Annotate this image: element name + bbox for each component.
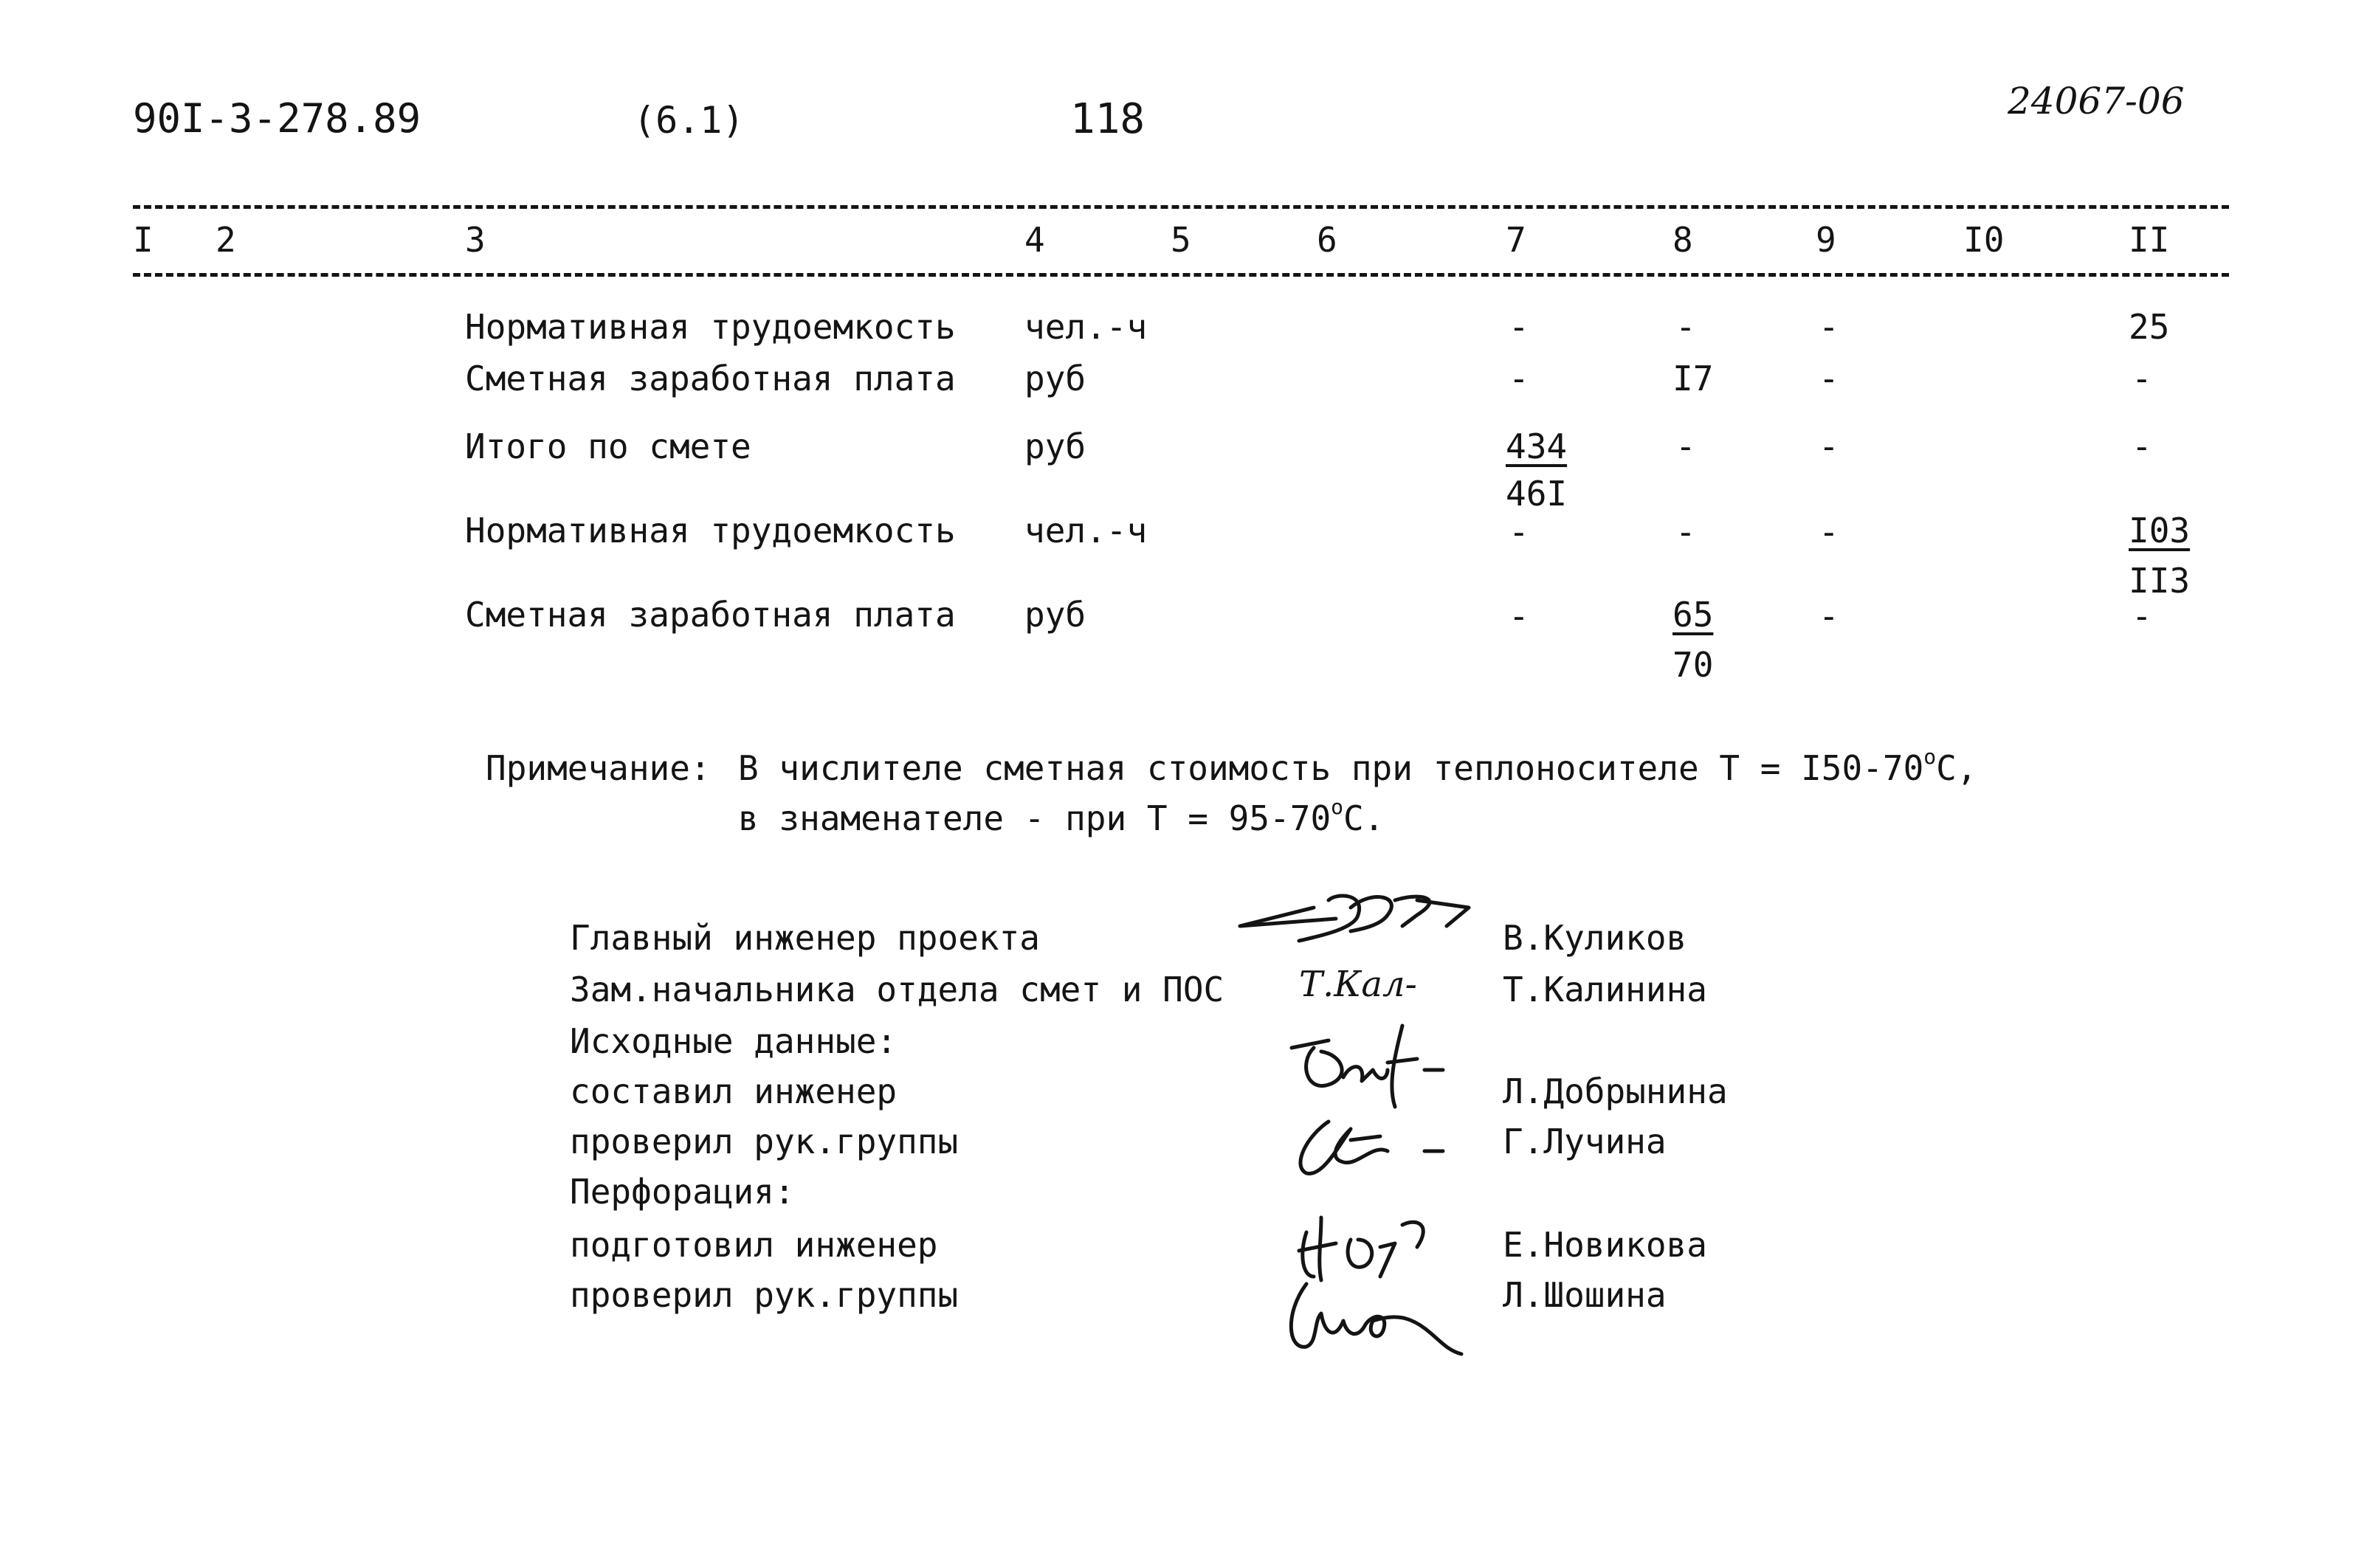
row-3-col7-denominator: 46I bbox=[1506, 474, 1568, 514]
checked-name: Г.Лучина bbox=[1503, 1122, 1667, 1161]
checked2-name: Л.Шошина bbox=[1503, 1275, 1667, 1315]
row-2-col8: I7 bbox=[1672, 359, 1714, 398]
page-number: 118 bbox=[1070, 95, 1146, 143]
row-5-col8-numerator: 65 bbox=[1672, 595, 1714, 635]
column-header-8: 8 bbox=[1672, 220, 1693, 260]
row-3-unit: руб bbox=[1024, 426, 1086, 466]
row-1-col8: - bbox=[1675, 307, 1696, 347]
checked-role: проверил рук.группы bbox=[570, 1122, 959, 1161]
note-line-2-unit: С. bbox=[1343, 798, 1385, 838]
note-line-1-unit: С, bbox=[1936, 748, 1977, 788]
column-header-11: II bbox=[2129, 220, 2170, 260]
prepared-role: подготовил инженер bbox=[570, 1225, 938, 1265]
signature-kalinina: Т.Кал- bbox=[1299, 964, 1417, 1005]
row-2-col9: - bbox=[1819, 359, 1839, 398]
compiled-name: Л.Добрынина bbox=[1503, 1071, 1728, 1111]
row-5-col9: - bbox=[1819, 596, 1839, 636]
row-5-col8-denominator: 70 bbox=[1672, 645, 1714, 685]
document-code: 90I-3-278.89 bbox=[133, 95, 421, 142]
column-header-7: 7 bbox=[1506, 220, 1526, 260]
chief-engineer-name: В.Куликов bbox=[1503, 918, 1687, 958]
row-2-col11: - bbox=[2132, 359, 2152, 398]
signature-shoshina bbox=[1277, 1269, 1476, 1365]
row-3-col9: - bbox=[1819, 426, 1839, 466]
row-4-col8: - bbox=[1675, 512, 1696, 552]
row-5-col7: - bbox=[1509, 596, 1529, 636]
row-4-col11-denominator: II3 bbox=[2129, 561, 2191, 601]
prepared-name: Е.Новикова bbox=[1503, 1225, 1707, 1265]
signature-dobrynina bbox=[1284, 1018, 1461, 1114]
chief-engineer-role: Главный инженер проекта bbox=[570, 918, 1040, 958]
table-top-rule bbox=[133, 205, 2229, 209]
signature-kulikov bbox=[1225, 885, 1476, 967]
column-header-6: 6 bbox=[1317, 220, 1337, 260]
source-data-label: Исходные данные: bbox=[570, 1021, 898, 1061]
note-line-1 bbox=[738, 745, 1977, 788]
row-4-col11-numerator: I03 bbox=[2129, 511, 2191, 550]
note-line-2 bbox=[738, 795, 1385, 838]
column-header-10: I0 bbox=[1963, 220, 2005, 260]
row-2-unit: руб bbox=[1024, 359, 1086, 398]
deputy-role: Зам.начальника отдела смет и ПОС bbox=[570, 970, 1224, 1009]
degree-mark: о bbox=[1923, 745, 1937, 769]
column-header-2: 2 bbox=[216, 220, 236, 260]
compiled-role: составил инженер bbox=[570, 1071, 898, 1111]
degree-mark: о bbox=[1331, 795, 1343, 819]
row-3-col7-numerator: 434 bbox=[1506, 426, 1568, 466]
column-header-4: 4 bbox=[1024, 220, 1045, 260]
column-header-1: I bbox=[133, 220, 154, 260]
row-3-col8: - bbox=[1675, 426, 1696, 466]
row-1-unit: чел.-ч bbox=[1024, 307, 1148, 347]
row-4-name: Нормативная трудоемкость bbox=[465, 511, 956, 550]
row-4-col9: - bbox=[1819, 512, 1839, 552]
row-5-col11: - bbox=[2132, 596, 2152, 636]
row-4-col7: - bbox=[1509, 512, 1529, 552]
row-1-name: Нормативная трудоемкость bbox=[465, 307, 956, 347]
note-label: Примечание: bbox=[486, 748, 711, 788]
row-5-name: Сметная заработная плата bbox=[465, 595, 956, 635]
deputy-name: Т.Калинина bbox=[1503, 970, 1707, 1009]
row-1-col9: - bbox=[1819, 307, 1839, 347]
row-2-col7: - bbox=[1509, 359, 1529, 398]
signature-luchina bbox=[1277, 1107, 1469, 1181]
row-1-col7: - bbox=[1509, 307, 1529, 347]
perforation-label: Перфорация: bbox=[570, 1172, 795, 1212]
note-line-2-text: в знаменателе - при Т = 95-70 bbox=[738, 798, 1331, 838]
note-line-1-text: В числителе сметная стоимость при теплоносителе Т = I50-70 bbox=[738, 748, 1924, 788]
row-3-col11: - bbox=[2132, 426, 2152, 466]
column-header-5: 5 bbox=[1171, 220, 1191, 260]
column-header-9: 9 bbox=[1816, 220, 1836, 260]
column-header-3: 3 bbox=[465, 220, 486, 260]
table-header-rule bbox=[133, 273, 2229, 277]
section-number: (6.1) bbox=[633, 99, 745, 142]
row-2-name: Сметная заработная плата bbox=[465, 359, 956, 398]
row-5-unit: руб bbox=[1024, 595, 1086, 635]
row-4-unit: чел.-ч bbox=[1024, 511, 1148, 550]
sheet-code: 24067-06 bbox=[2008, 80, 2185, 122]
checked2-role: проверил рук.группы bbox=[570, 1275, 959, 1315]
row-3-name: Итого по смете bbox=[465, 426, 751, 466]
row-1-col11: 25 bbox=[2129, 307, 2170, 347]
